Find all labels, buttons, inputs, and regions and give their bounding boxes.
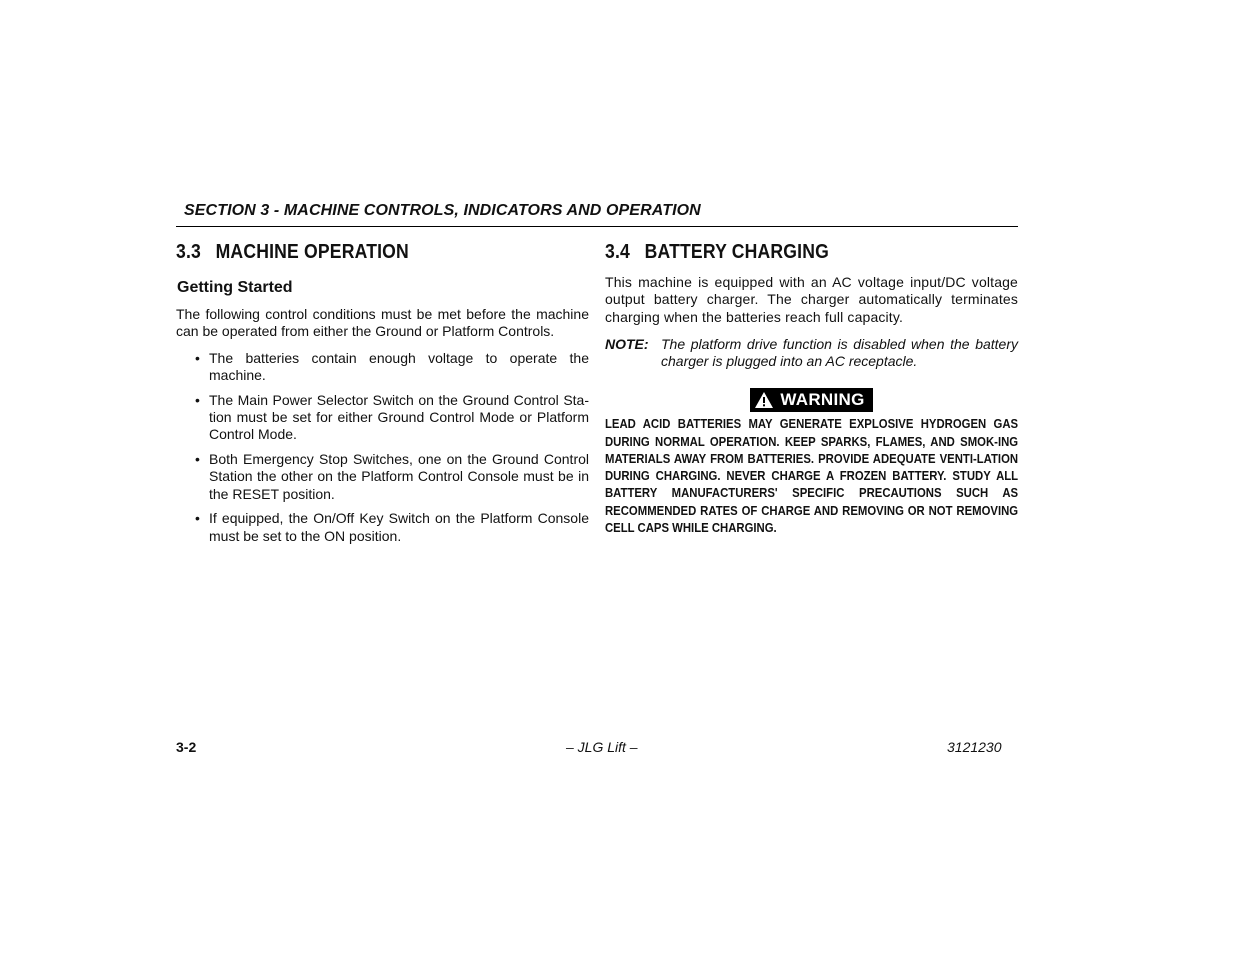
left-column (176, 240, 589, 553)
bullet-list (176, 350, 589, 545)
document-number: 3121230 (947, 739, 1002, 755)
intro-paragraph: The following control conditions must be met before the machine can be operated from either the Ground or Platform Controls. (176, 306, 589, 340)
list-item: • The batteries contain enough voltage to operate the machine. (195, 349, 589, 383)
warning-triangle-icon (754, 391, 774, 409)
section-title: MACHINE OPERATION (215, 241, 409, 263)
list-item: • If equipped, the On/Off Key Switch on the Platform Console must be set to the ON position. (195, 510, 589, 544)
header-rule (176, 226, 1018, 227)
warning-label-text: WARNING (780, 390, 865, 410)
section-number: 3.3 (176, 241, 201, 263)
list-item: • Both Emergency Stop Switches, one on the Ground Control Station the other on the Platform Control Console must be in the RESET position. (195, 451, 589, 502)
right-column (605, 240, 1018, 537)
section-3-4-heading (605, 240, 968, 264)
warning-text: LEAD ACID BATTERIES MAY GENERATE EXPLOSIVE HYDROGEN GAS DURING NORMAL OPERATION. KEEP SPARKS, FLAMES, AND SMOK-ING MATERIALS AWAY FROM BATTERIES. PROVIDE ADEQUATE VENTI-LATION DURING CHARGING. NEVER CHARGE A FROZEN BATTERY. STUDY ALL BATTERY MANUFACTURERS' SPECIFIC PRECAUTIONS SUCH AS RECOMMENDED RATES OF CHARGE AND REMOVING OR NOT REMOVING CELL CAPS WHILE CHARGING. (605, 417, 1019, 535)
section-3-3-heading (176, 240, 539, 264)
bullet-icon: • (195, 510, 200, 527)
bullet-icon: • (195, 451, 200, 468)
page-number: 3-2 (176, 739, 197, 755)
note-block (605, 336, 1018, 371)
section-title: BATTERY CHARGING (644, 241, 829, 263)
getting-started-subheading: Getting Started (177, 279, 293, 296)
note-label: NOTE: (605, 335, 649, 352)
note-text: The platform drive function is disabled when the battery charger is plugged into an AC receptacle. (661, 335, 1018, 370)
bullet-icon: • (195, 391, 200, 408)
intro-paragraph: This machine is equipped with an AC voltage input/DC voltage output battery charger. The charger automatically terminates charging when the batteries reach full capacity. (605, 274, 1018, 325)
bullet-icon: • (195, 349, 200, 366)
warning-label (750, 388, 872, 412)
warning-label-wrap (605, 388, 1018, 412)
section-header: SECTION 3 - MACHINE CONTROLS, INDICATORS AND OPERATION (184, 202, 701, 219)
section-number: 3.4 (605, 241, 630, 263)
list-item: • The Main Power Selector Switch on the Ground Control Sta-tion must be set for either Ground Control Mode or Platform Control Mode. (195, 391, 589, 443)
footer-center-text: – JLG Lift – (566, 739, 638, 755)
